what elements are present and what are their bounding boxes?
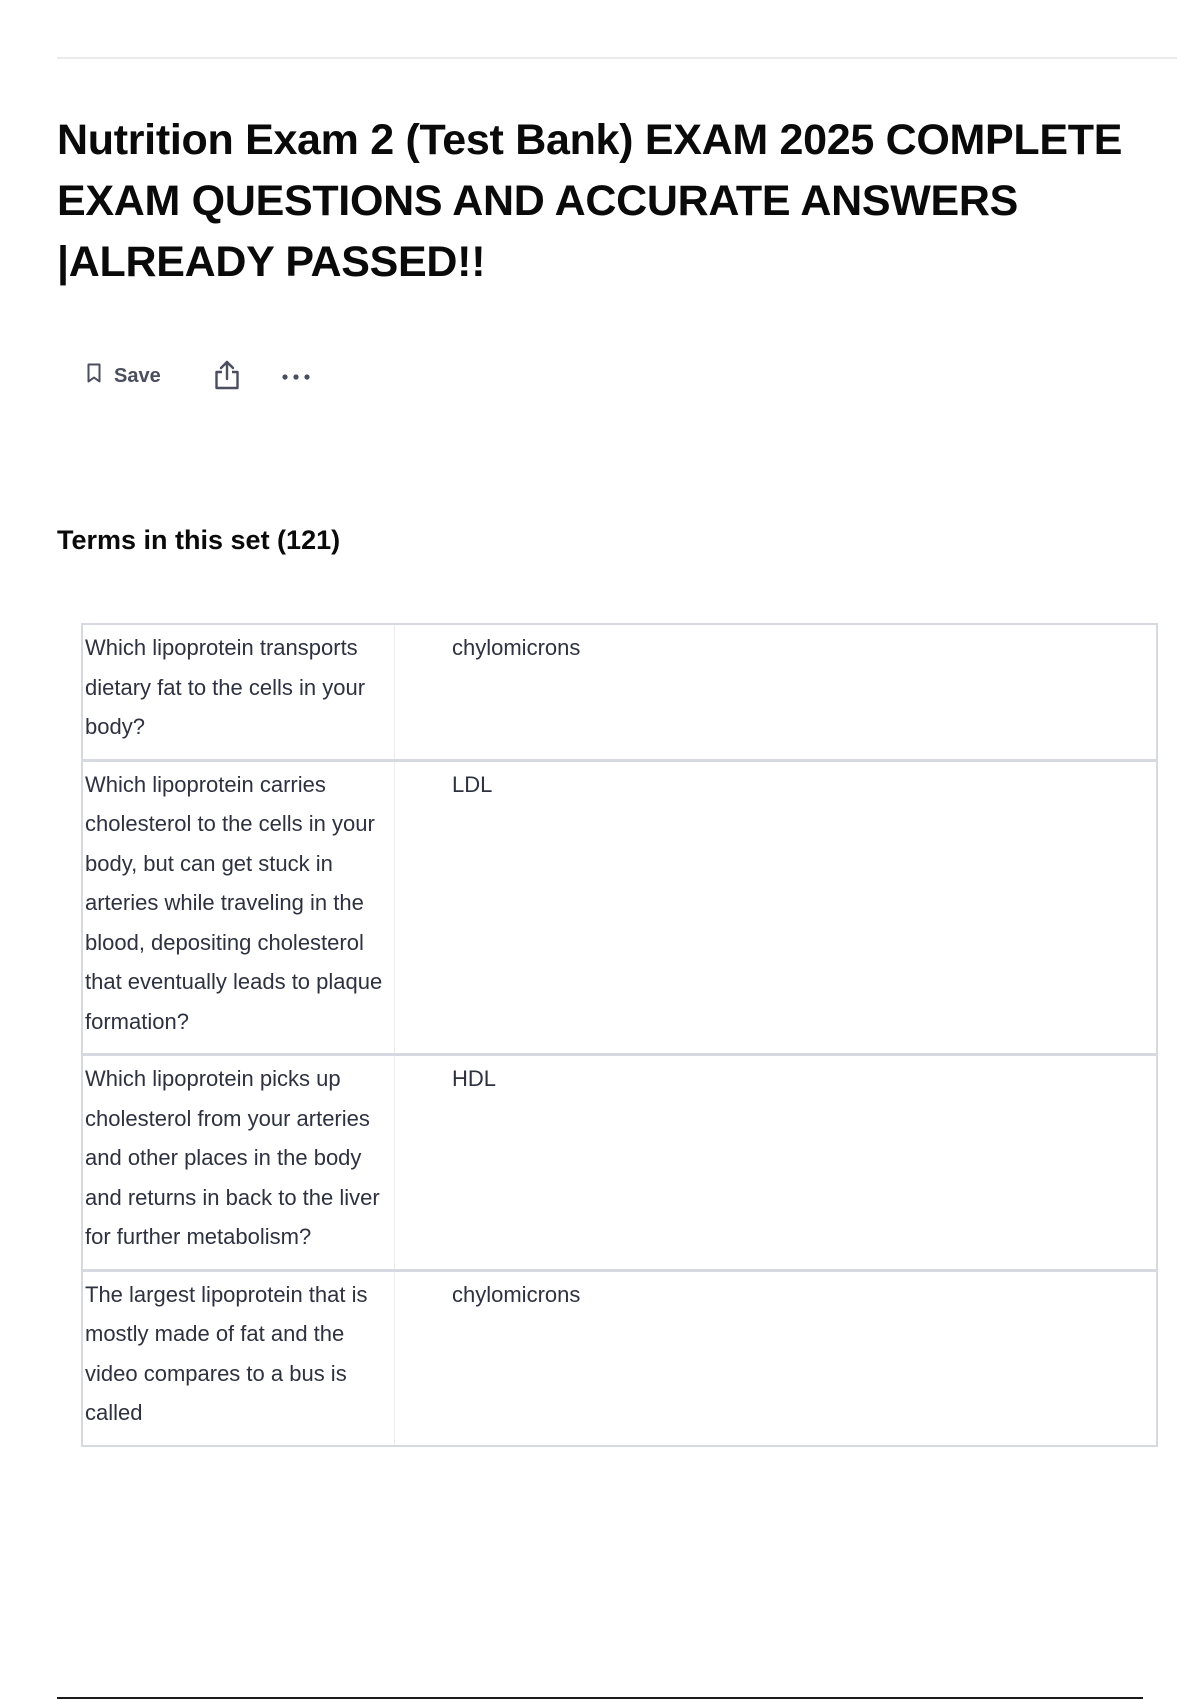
top-divider: [57, 57, 1177, 59]
term-question: Which lipoprotein transports dietary fat to the cells in your body?: [83, 625, 395, 759]
share-icon: [213, 359, 241, 394]
save-button[interactable]: [86, 363, 161, 389]
bookmark-icon: [86, 363, 102, 389]
term-question: Which lipoprotein picks up cholesterol from your arteries and other places in the body and returns in back to the liver for further metabolism?: [83, 1056, 395, 1269]
more-icon: [281, 369, 311, 384]
term-card[interactable]: [83, 625, 1156, 762]
share-button[interactable]: [213, 359, 241, 394]
page-title: Nutrition Exam 2 (Test Bank) EXAM 2025 COMPLETE EXAM QUESTIONS AND ACCURATE ANSWERS |ALREADY PASSED!!: [57, 116, 1123, 286]
more-options-button[interactable]: [281, 369, 311, 384]
terms-list: [81, 623, 1158, 1447]
term-card[interactable]: [83, 762, 1156, 1057]
save-button-label: Save: [114, 364, 161, 387]
term-answer: chylomicrons: [452, 635, 581, 660]
term-answer: chylomicrons: [452, 1281, 581, 1307]
bottom-divider: [57, 1697, 1143, 1699]
action-toolbar: [86, 356, 311, 396]
term-answer: LDL: [452, 771, 493, 797]
term-card[interactable]: [83, 1056, 1156, 1272]
term-question: Which lipoprotein carries cholesterol to the cells in your body, but can get stuck in arteries while traveling in the blood, depositing cholesterol that eventually leads to plaque formation?: [83, 762, 395, 1054]
terms-heading: Terms in this set (121): [57, 525, 341, 555]
term-card[interactable]: [83, 1272, 1156, 1445]
term-answer: HDL: [452, 1066, 497, 1091]
term-question: The largest lipoprotein that is mostly made of fat and the video compares to a bus is called: [83, 1272, 395, 1445]
